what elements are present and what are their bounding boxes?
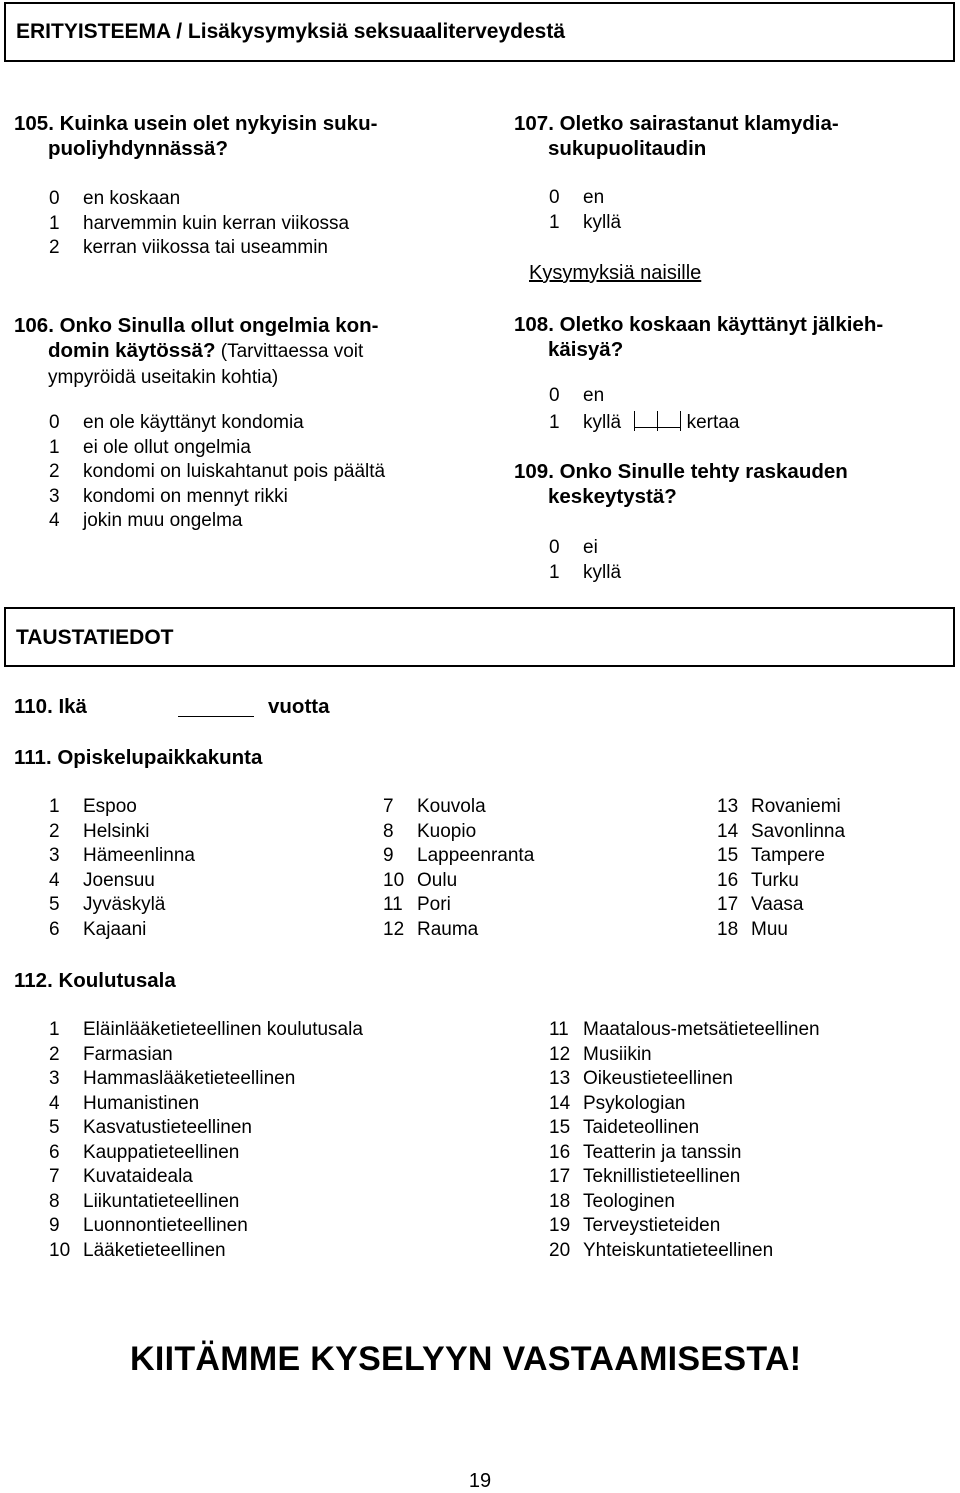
option-number: 10 <box>383 869 405 891</box>
study-city-column-3 <box>717 795 845 942</box>
option-number: 1 <box>549 211 560 233</box>
option-label: Kauppatieteellinen <box>83 1141 240 1163</box>
option-label: Teatterin ja tanssin <box>583 1141 742 1163</box>
option-number: 20 <box>549 1239 571 1261</box>
option-label: Liikuntatieteellinen <box>83 1190 240 1212</box>
women-section-heading: Kysymyksiä naisille <box>529 262 702 284</box>
option-number: 1 <box>49 436 60 458</box>
study-city-column-2 <box>383 795 534 942</box>
times-label: kertaa <box>686 411 740 433</box>
theme-header-title: ERITYISTEEMA / Lisäkysymyksiä seksuaaliterveydestä <box>16 20 566 43</box>
age-input-line[interactable] <box>178 698 254 717</box>
question-112 <box>14 968 176 993</box>
study-city-option[interactable] <box>717 844 845 869</box>
study-city-option[interactable] <box>49 844 195 869</box>
option-label: Humanistinen <box>83 1092 200 1114</box>
thank-you-message: KIITÄMME KYSELYYN VASTAAMISESTA! <box>130 1340 802 1378</box>
page-number: 19 <box>468 1470 492 1492</box>
field-of-study-option[interactable] <box>49 1165 363 1190</box>
field-of-study-option[interactable] <box>549 1141 820 1166</box>
question-108 <box>514 312 883 362</box>
option-number: 0 <box>49 188 60 209</box>
question-105-line1: 105. Kuinka usein olet nykyisin suku- <box>14 112 378 135</box>
question-109-option[interactable] <box>549 561 621 586</box>
option-label: Helsinki <box>83 820 150 842</box>
field-of-study-option[interactable] <box>49 1190 363 1215</box>
field-of-study-option[interactable] <box>49 1018 363 1043</box>
study-city-option[interactable] <box>383 844 534 869</box>
option-label: kondomi on luiskahtanut pois päältä <box>83 461 386 482</box>
question-105-option[interactable] <box>49 236 349 261</box>
question-105-options <box>49 187 349 261</box>
option-label: Espoo <box>83 796 137 817</box>
option-number: 2 <box>49 461 60 482</box>
field-of-study-option[interactable] <box>49 1239 363 1264</box>
option-label: Rauma <box>417 918 479 940</box>
option-number: 6 <box>49 1141 60 1163</box>
option-label: Psykologian <box>583 1092 686 1114</box>
option-number: 3 <box>49 485 60 507</box>
question-108-line2: käisyä? <box>548 338 624 361</box>
option-number: 1 <box>549 561 560 583</box>
question-106-option[interactable] <box>49 460 385 485</box>
option-number: 4 <box>49 510 60 531</box>
question-106-line1: 106. Onko Sinulla ollut ongelmia kon- <box>14 314 379 337</box>
option-number: 7 <box>383 796 394 817</box>
question-109-line2: keskeytystä? <box>548 485 677 508</box>
option-number: 14 <box>717 820 739 842</box>
option-number: 8 <box>383 820 394 842</box>
question-112-label: 112. Koulutusala <box>14 969 176 992</box>
study-city-option[interactable] <box>49 795 195 820</box>
option-number: 19 <box>549 1215 571 1236</box>
field-of-study-option[interactable] <box>549 1092 820 1117</box>
option-label: Jyväskylä <box>83 894 166 915</box>
question-106-option[interactable] <box>49 436 385 461</box>
option-label: Rovaniemi <box>751 796 841 817</box>
option-number: 13 <box>717 796 739 817</box>
times-digit-2-field[interactable] <box>658 409 680 428</box>
option-number: 0 <box>49 412 60 433</box>
option-number: 0 <box>549 187 560 208</box>
question-111-label: 111. Opiskelupaikkakunta <box>14 746 263 769</box>
question-106-line2: domin käytössä? <box>48 339 216 362</box>
option-number: 7 <box>49 1166 60 1187</box>
question-109-options <box>549 536 621 585</box>
study-city-option[interactable] <box>49 893 195 918</box>
option-label: jokin muu ongelma <box>83 510 243 531</box>
question-107-options <box>549 186 621 235</box>
study-city-option[interactable] <box>717 918 845 943</box>
times-digit-1-field[interactable] <box>635 409 657 428</box>
option-label: Kouvola <box>417 796 486 817</box>
option-label: harvemmin kuin kerran viikossa <box>83 212 350 234</box>
question-108-option-1: 1 kyllä kertaa <box>549 409 739 436</box>
question-107-option[interactable] <box>549 186 621 211</box>
option-number: 16 <box>717 869 739 891</box>
option-number: 5 <box>49 894 60 915</box>
option-number: 8 <box>49 1190 60 1212</box>
option-label: kondomi on mennyt rikki <box>83 485 288 507</box>
question-108-line1: 108. Oletko koskaan käyttänyt jälkieh- <box>514 313 884 336</box>
option-label: Eläinlääketieteellinen koulutusala <box>83 1019 363 1040</box>
option-label: Oulu <box>417 869 458 891</box>
background-info-box <box>4 607 955 667</box>
option-label: Lappeenranta <box>417 845 535 866</box>
option-label: Lääketieteellinen <box>83 1239 226 1261</box>
field-of-study-option[interactable] <box>49 1067 363 1092</box>
option-number: 12 <box>549 1043 571 1065</box>
field-of-study-option[interactable] <box>49 1116 363 1141</box>
study-city-option[interactable] <box>717 795 845 820</box>
question-110-unit: vuotta <box>268 695 330 718</box>
option-label: Kajaani <box>83 918 147 940</box>
study-city-option[interactable] <box>49 869 195 894</box>
question-110 <box>14 694 87 719</box>
field-of-study-option[interactable] <box>549 1018 820 1043</box>
option-label: Tampere <box>751 845 825 866</box>
option-number: 14 <box>549 1092 571 1114</box>
option-label: Savonlinna <box>751 820 846 842</box>
option-label: Hämeenlinna <box>83 845 195 866</box>
option-label: Teknillistieteellinen <box>583 1166 741 1187</box>
option-label: Terveystieteiden <box>583 1215 721 1236</box>
option-number: 15 <box>717 845 739 866</box>
option-number: 0 <box>549 537 560 558</box>
option-label: kyllä <box>583 561 622 583</box>
field-of-study-option[interactable] <box>49 1214 363 1239</box>
option-label: en <box>583 187 605 208</box>
option-label: Pori <box>417 894 451 915</box>
option-label: Kasvatustieteellinen <box>83 1117 252 1138</box>
option-label: Musiikin <box>583 1043 652 1065</box>
question-106-options <box>49 411 385 534</box>
study-city-option[interactable] <box>49 820 195 845</box>
study-city-option[interactable] <box>383 869 534 894</box>
study-city-option[interactable] <box>383 918 534 943</box>
option-label: ei ole ollut ongelmia <box>83 436 251 458</box>
option-number: 1 <box>49 796 60 817</box>
option-number: 9 <box>49 1215 60 1236</box>
field-of-study-option[interactable] <box>549 1043 820 1068</box>
field-of-study-option[interactable] <box>549 1214 820 1239</box>
option-label: Kuvataideala <box>83 1166 193 1187</box>
option-number: 12 <box>383 918 405 940</box>
field-of-study-option[interactable] <box>549 1239 820 1264</box>
field-of-study-option[interactable] <box>549 1067 820 1092</box>
question-107-line2: sukupuolitaudin <box>548 137 707 160</box>
option-label: Farmasian <box>83 1043 173 1065</box>
question-106 <box>14 313 379 390</box>
question-108-options <box>549 384 739 435</box>
option-number: 16 <box>549 1141 571 1163</box>
option-label: Taideteollinen <box>583 1117 700 1138</box>
question-107-option[interactable] <box>549 211 621 236</box>
background-info-title: TAUSTATIEDOT <box>16 626 174 649</box>
option-number: 6 <box>49 918 60 940</box>
option-number: 1 <box>49 1019 60 1040</box>
option-label: ei <box>583 537 598 558</box>
option-label: en koskaan <box>83 188 181 209</box>
question-106-note2: ympyröidä useitakin kohtia) <box>48 367 279 388</box>
field-of-study-option[interactable] <box>49 1141 363 1166</box>
question-107-line1: 107. Oletko sairastanut klamydia- <box>514 112 839 135</box>
option-label: kerran viikossa tai useammin <box>83 237 328 258</box>
option-number: 18 <box>717 918 739 940</box>
option-number: 1 <box>49 212 60 234</box>
question-110-label: 110. Ikä <box>14 695 87 718</box>
option-label: Joensuu <box>83 869 155 891</box>
question-109-option[interactable] <box>549 536 621 561</box>
option-number: 10 <box>49 1239 71 1261</box>
question-105 <box>14 111 377 161</box>
field-of-study-option[interactable] <box>49 1092 363 1117</box>
option-number: 17 <box>549 1166 571 1187</box>
question-109-line1: 109. Onko Sinulle tehty raskauden <box>514 460 848 483</box>
option-label: Teologinen <box>583 1190 675 1212</box>
option-number: 4 <box>49 1092 60 1114</box>
field-of-study-column-1 <box>49 1018 363 1263</box>
option-label: Maatalous-metsätieteellinen <box>583 1019 820 1040</box>
option-label: Yhteiskuntatieteellinen <box>583 1239 774 1261</box>
field-of-study-column-2 <box>549 1018 820 1263</box>
option-number: 2 <box>49 237 60 258</box>
option-label: Oikeustieteellinen <box>583 1068 733 1089</box>
study-city-column-1 <box>49 795 195 942</box>
option-number: 9 <box>383 845 394 866</box>
option-number: 18 <box>549 1190 571 1212</box>
field-of-study-option[interactable] <box>549 1165 820 1190</box>
option-label: Kuopio <box>417 820 477 842</box>
option-number: 4 <box>49 869 60 891</box>
option-label: en ole käyttänyt kondomia <box>83 412 304 433</box>
study-city-option[interactable] <box>717 869 845 894</box>
option-number: 13 <box>549 1068 571 1089</box>
option-number: 2 <box>49 820 60 842</box>
option-label: kyllä <box>583 211 622 233</box>
study-city-option[interactable] <box>717 893 845 918</box>
question-106-option[interactable] <box>49 411 385 436</box>
option-number: 17 <box>717 894 739 915</box>
question-105-line2: puoliyhdynnässä? <box>48 137 228 160</box>
option-number: 11 <box>549 1019 569 1040</box>
field-of-study-option[interactable] <box>549 1116 820 1141</box>
option-number: 15 <box>549 1117 571 1138</box>
option-label: Hammaslääketieteellinen <box>83 1068 296 1089</box>
question-108-option-0: 0 en <box>549 385 605 406</box>
question-109 <box>514 459 848 509</box>
question-105-option[interactable] <box>49 187 349 212</box>
question-107 <box>514 111 839 161</box>
field-of-study-option[interactable] <box>49 1043 363 1068</box>
option-number: 3 <box>49 845 60 866</box>
study-city-option[interactable] <box>717 820 845 845</box>
option-number: 11 <box>383 894 403 915</box>
study-city-option[interactable] <box>49 918 195 943</box>
study-city-option[interactable] <box>383 820 534 845</box>
question-106-option[interactable] <box>49 485 385 510</box>
option-number: 2 <box>49 1043 60 1065</box>
option-label: Muu <box>751 918 788 940</box>
option-number: 3 <box>49 1068 60 1089</box>
study-city-option[interactable] <box>383 795 534 820</box>
question-105-option[interactable] <box>49 212 349 237</box>
option-label: Luonnontieteellinen <box>83 1215 248 1236</box>
study-city-option[interactable] <box>383 893 534 918</box>
option-label: Turku <box>751 869 799 891</box>
question-106-note1: (Tarvittaessa voit <box>215 341 364 362</box>
option-number: 5 <box>49 1117 60 1138</box>
question-111 <box>14 745 262 770</box>
question-110-unit-wrap <box>268 694 330 719</box>
field-of-study-option[interactable] <box>549 1190 820 1215</box>
option-label: Vaasa <box>751 894 804 915</box>
question-106-option[interactable] <box>49 509 385 534</box>
theme-header-box <box>4 2 955 62</box>
